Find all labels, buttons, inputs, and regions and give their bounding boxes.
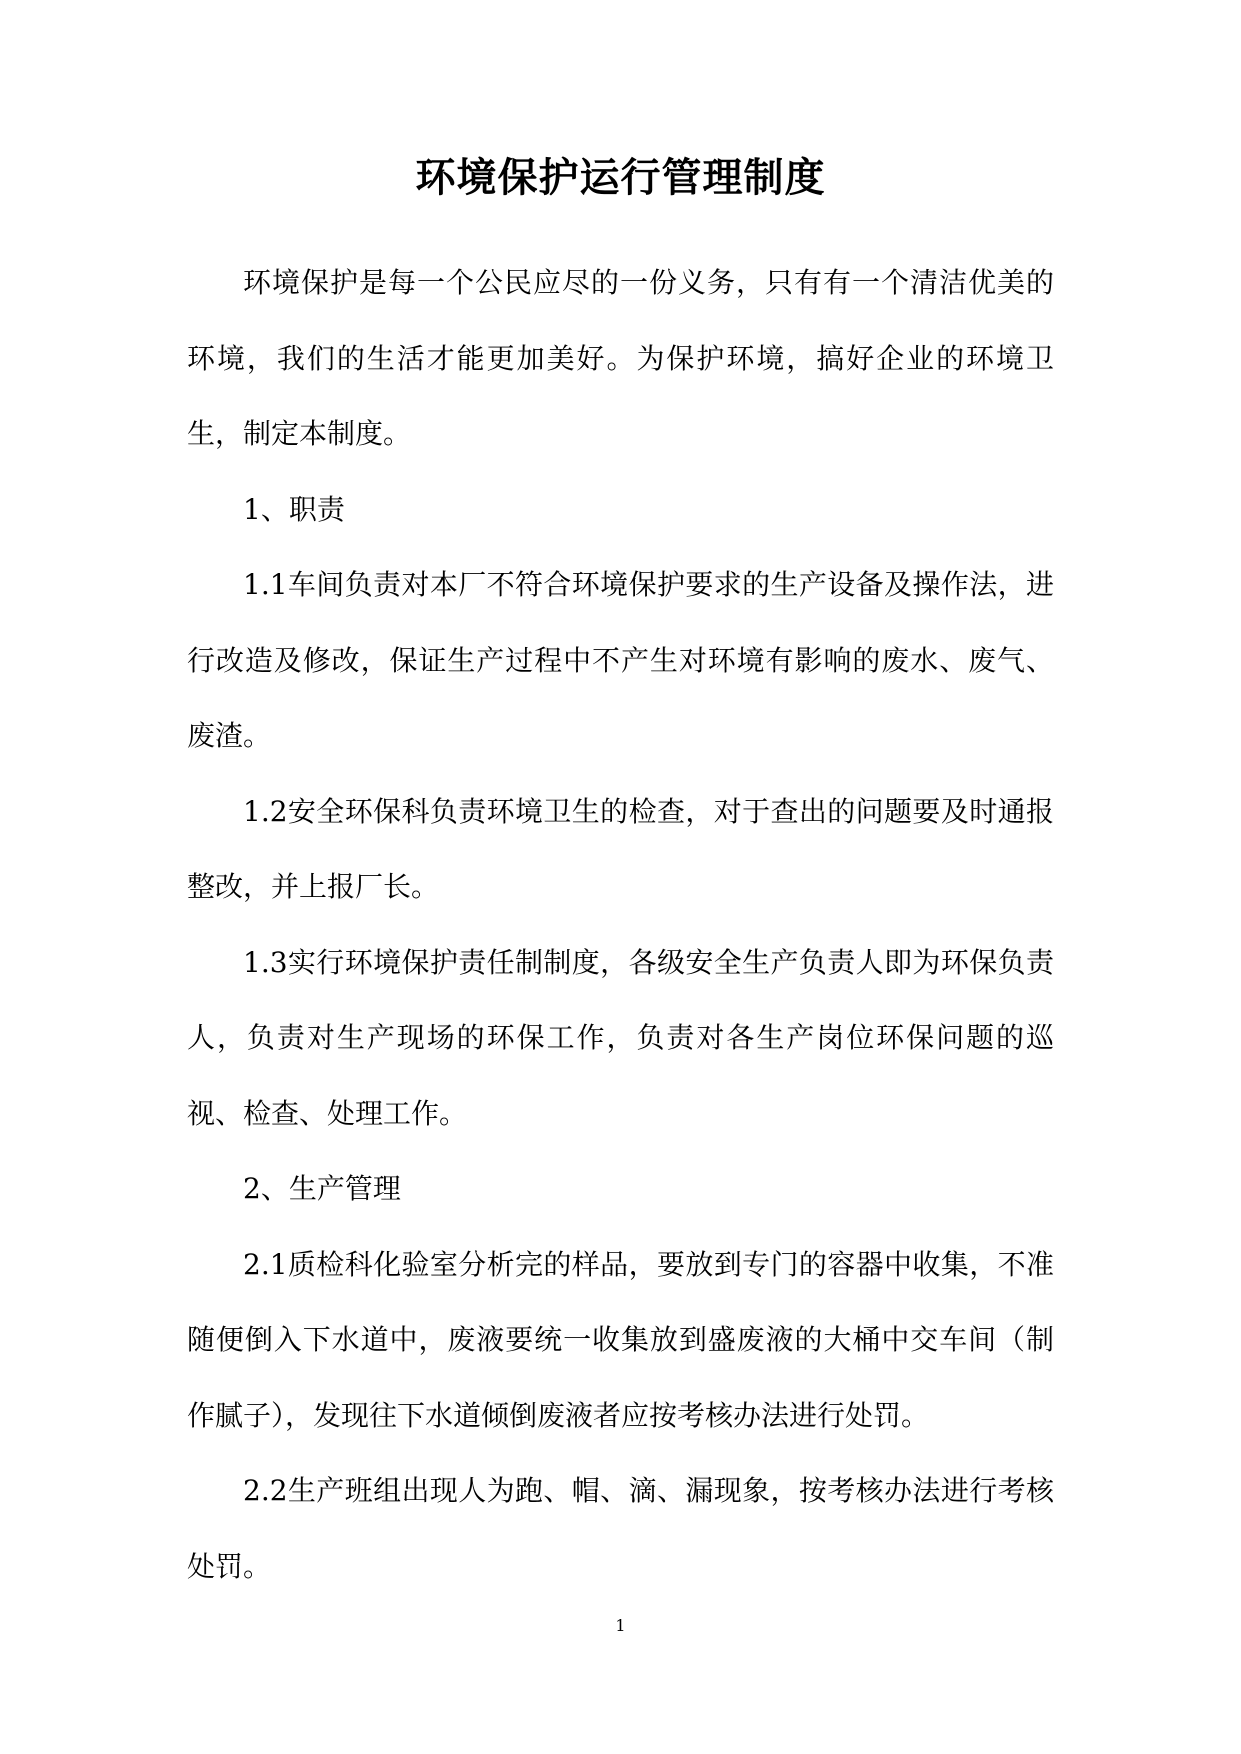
paragraph-intro: 环境保护是每一个公民应尽的一份义务，只有有一个清洁优美的环境，我们的生活才能更加美好。为保护环境，搞好企业的环境卫生，制定本制度。	[187, 266, 1054, 450]
paragraph-2-1: 2.1质检科化验室分析完的样品，要放到专门的容器中收集，不准随便倒入下水道中，废液要统一收集放到盛废液的大桶中交车间（制作腻子），发现往下水道倾倒废液者应按考核办法进行处罚。	[187, 1247, 1054, 1432]
document-body	[187, 245, 1054, 1604]
paragraph-1-1: 1.1车间负责对本厂不符合环境保护要求的生产设备及操作法，进行改造及修改，保证生产过程中不产生对环境有影响的废水、废气、废渣。	[187, 568, 1054, 752]
paragraph-1-2: 1.2安全环保科负责环境卫生的检查，对于查出的问题要及时通报整改，并上报厂长。	[187, 794, 1054, 903]
document-title: 环境保护运行管理制度	[415, 154, 826, 201]
section-heading-responsibilities: 1、职责	[243, 492, 345, 526]
page-number: 1	[615, 1616, 626, 1635]
paragraph-1-3: 1.3实行环境保护责任制制度，各级安全生产负责人即为环保负责人，负责对生产现场的环保工作，负责对各生产岗位环保问题的巡视、检查、处理工作。	[187, 945, 1054, 1130]
section-heading-production-management: 2、生产管理	[243, 1172, 401, 1205]
paragraph-2-2: 2.2生产班组出现人为跑、帽、滴、漏现象，按考核办法进行考核处罚。	[187, 1474, 1054, 1583]
